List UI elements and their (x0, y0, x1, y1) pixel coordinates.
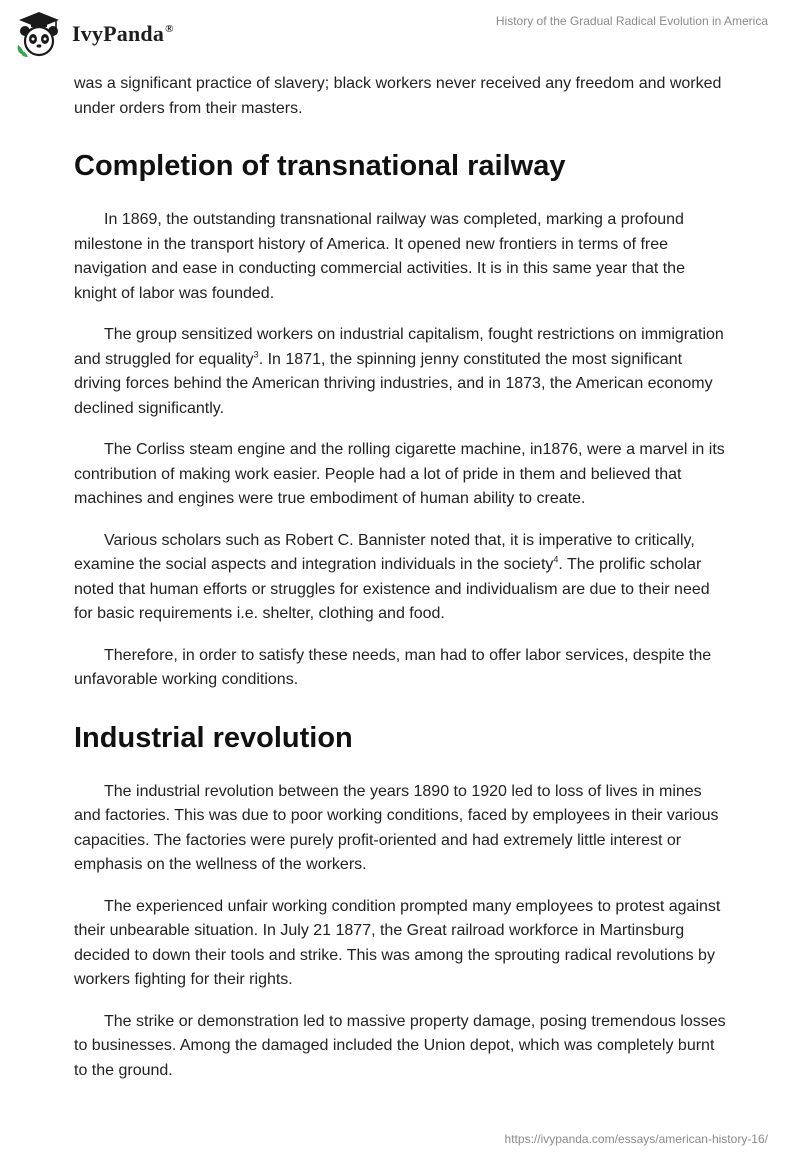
brand-name: IvyPanda® (72, 21, 174, 46)
paragraph: The strike or demonstration led to massive property damage, posing tremendous losses to businesses. Among the damaged included the Union depot, which was completely burnt to the ground. (74, 1012, 726, 1079)
paragraph: Various scholars such as Robert C. Bannister noted that, it is imperative to critically, examine the social aspects and integration individuals in the society$^4$. The prolific scholar noted that human efforts or struggles for existence and individualism are due to their need for basic requirements i.e. shelter, clothing and food. (74, 531, 710, 622)
source-url[interactable]: https://ivypanda.com/essays/american-history-16/ (504, 1132, 768, 1146)
page-header (0, 0, 800, 70)
paragraph: Therefore, in order to satisfy these needs, man had to offer labor services, despite the unfavorable working conditions. (74, 646, 712, 688)
panda-mascot-icon (14, 9, 64, 59)
paragraph: In 1869, the outstanding transnational railway was completed, marking a profound milestone in the transport history of America. It opened new frontiers in terms of free navigation and ease in conducting commercial activities. It is in this same year that the knight of labor was founded. (74, 211, 685, 302)
paragraph: The experienced unfair working condition prompted many employees to protest against their unbearable situation. In July 21 1877, the Great railroad workforce in Martinsburg decided to down their tools and strike. This was among the sprouting radical revolutions by workers fighting for their rights. (74, 897, 721, 988)
paragraph-continued: was a significant practice of slavery; black workers never received any freedom and worked under orders from their masters. (74, 75, 722, 117)
ivypanda-logo[interactable] (14, 9, 174, 59)
essay-content (74, 72, 728, 1100)
section-heading-railway: Completion of transnational railway (74, 150, 566, 182)
paragraph: The Corliss steam engine and the rolling cigarette machine, in1876, were a marvel in its contribution of making work easier. People had a lot of pride in them and believed that machines and engines were true embodiment of human ability to create. (74, 441, 725, 507)
paragraph: The group sensitized workers on industrial capitalism, fought restrictions on immigration and struggled for equality$^3$. In 1871, the spinning jenny constituted the most significant driving forces behind the American thriving industries, and in 1873, the American economy declined significantly. (74, 326, 724, 417)
section-heading-industrial: Industrial revolution (74, 721, 353, 754)
document-title: History of the Gradual Radical Evolution in America (495, 14, 768, 28)
footnote-ref-4[interactable]: 4 (553, 554, 559, 565)
footnote-ref-3[interactable]: 3 (253, 349, 259, 360)
paragraph: The industrial revolution between the years 1890 to 1920 led to loss of lives in mines and factories. This was due to poor working conditions, faced by employees in their various capacities. The factories were purely profit-oriented and had extremely little interest or emphasis on the wellness of the workers. (74, 782, 719, 873)
